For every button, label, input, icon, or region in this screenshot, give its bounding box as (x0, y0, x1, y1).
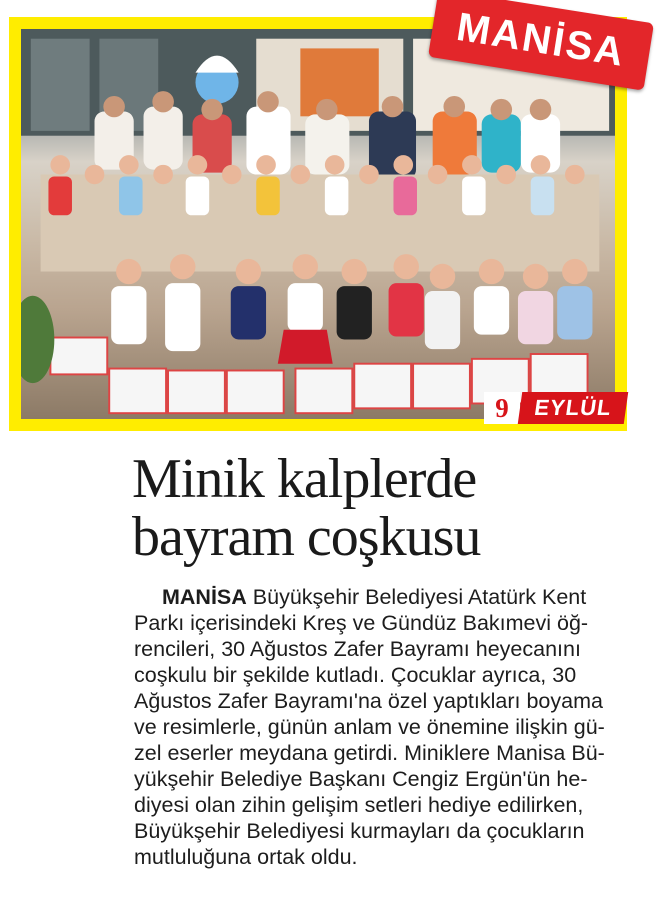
article-line: diyesi olan zihin gelişim setleri hediye edilirken, (134, 793, 584, 817)
article-line: Parkı içerisindeki Kreş ve Gündüz Bakımevi öğ- (134, 611, 589, 635)
photo-frame (9, 17, 627, 431)
article-line: yükşehir Belediye Başkanı Cengiz Ergün'ün he- (134, 767, 588, 791)
photo-illustration (21, 29, 615, 419)
newspaper-logo-word: EYLÜL (518, 392, 628, 424)
article-line: coşkulu bir şekilde kutladı. Çocuklar ayrıca, 30 (134, 663, 577, 687)
article-lead: MANİSA (162, 585, 247, 609)
drawings-board (300, 48, 378, 116)
article-body (134, 584, 620, 870)
article-line: ve resimlerle, günün anlam ve önemine ilişkin gü- (134, 715, 605, 739)
location-tag-text: MANİSA (453, 4, 629, 75)
article-line: mutluluğuna ortak oldu. (134, 845, 358, 869)
newspaper-logo (484, 392, 626, 424)
article-line: rencileri, 30 Ağustos Zafer Bayramı heyecanını (134, 637, 581, 661)
group-photo (21, 29, 615, 419)
article-line: Büyükşehir Belediyesi kurmayları da çocukların (134, 819, 585, 843)
article-line (134, 584, 620, 610)
plant (21, 296, 54, 383)
headline-line-2: bayram coşkusu (132, 506, 481, 568)
article-line: Ağustos Zafer Bayramı'na özel yaptıkları boyama (134, 689, 603, 713)
newspaper-logo-number: 9 (484, 392, 520, 424)
headline (132, 450, 652, 566)
article-line: zel eserler meydana getirdi. Miniklere Manisa Bü- (134, 741, 605, 765)
article-line-text: Büyükşehir Belediyesi Atatürk Kent (252, 585, 587, 609)
window-pane (31, 39, 90, 131)
headline-line-1: Minik kalplerde (132, 448, 477, 510)
